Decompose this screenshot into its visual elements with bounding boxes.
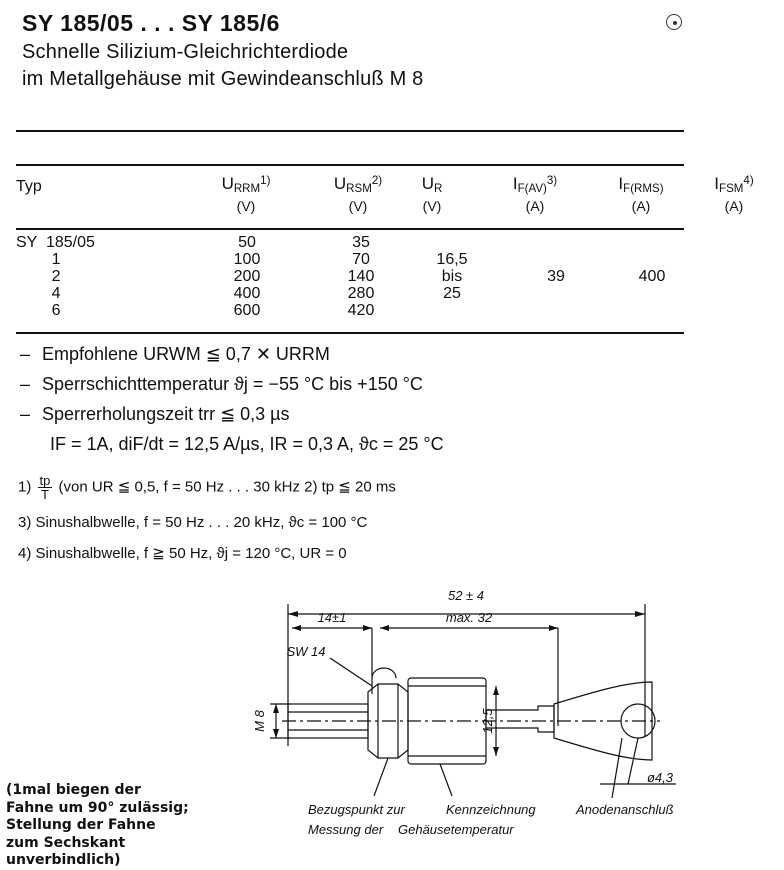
- footnote-text: Sinushalbwelle, f ≧ 50 Hz, ϑj = 120 °C, UR = 0: [35, 545, 347, 562]
- subtitle-line-1: Schnelle Silizium-Gleichrichterdiode: [22, 41, 349, 63]
- cell-urrm: 600: [233, 302, 261, 319]
- column-header-ur: $U_R$ (V): [421, 174, 443, 215]
- parameter-table-header: [16, 168, 754, 224]
- subtitle-line-2: im Metallgehäuse mit Gewindeanschluß M 8: [22, 68, 424, 90]
- column-header-ursm: $U_{RSM}^{2)}$ (V): [333, 174, 383, 215]
- note-text: Empfohlene URWM ≦ 0,7 ✕ URRM: [42, 344, 330, 364]
- note-text: Sperrerholungszeit trr ≦ 0,3 µs: [42, 404, 290, 424]
- drawing-svg: [0, 586, 700, 864]
- cell-ifav: bis: [441, 268, 463, 285]
- cell-typ: 1: [16, 251, 61, 268]
- note-text: Sperrschichttemperatur ϑj = −55 °C bis +150 °C: [42, 374, 423, 394]
- callout-marking-line1: Kennzeichnung: [446, 802, 536, 817]
- cell-typ: SY 185/05: [16, 234, 95, 251]
- title-block: [22, 10, 622, 91]
- footnote-item: [18, 474, 682, 501]
- fraction-numerator: tp: [39, 473, 51, 488]
- callout-marking-line2: Gehäusetemperatur: [398, 822, 514, 837]
- dim-body-diameter: 12,5: [480, 708, 495, 734]
- callout-reference-point-line1: Bezugspunkt zur: [308, 802, 405, 817]
- divider-table-bottom: [16, 332, 684, 334]
- column-header-ifsm: $I_{FSM}^{4)}$ (A): [714, 174, 754, 215]
- mechanical-drawing: [0, 586, 700, 864]
- note-item: [20, 344, 680, 365]
- table-row: [16, 268, 684, 285]
- dim-wrench-size: SW 14: [286, 644, 326, 659]
- cell-urrm: 50: [238, 234, 256, 251]
- table-row: [16, 302, 684, 319]
- column-header-ifrms: $I_{F(RMS)}$ (A): [618, 174, 664, 215]
- cell-ur: 420: [347, 302, 375, 319]
- footnote-marker: 1): [18, 478, 32, 496]
- dim-overall-length: 52 ± 4: [447, 588, 485, 603]
- cell-ifav: 16,5: [436, 251, 468, 268]
- cell-urrm: 200: [233, 268, 261, 285]
- cell-typ: 6: [16, 302, 61, 319]
- note-item: [50, 434, 680, 455]
- divider-header: [16, 164, 684, 166]
- cell-urrm: 400: [233, 285, 261, 302]
- cell-typ: 2: [16, 268, 61, 285]
- footnote-item: [18, 514, 682, 531]
- note-text: IF = 1A, diF/dt = 12,5 A/µs, IR = 0,3 A, ϑc = 25 °C: [50, 434, 444, 454]
- cell-ur: 70: [352, 251, 370, 268]
- footnote-text: (von UR ≦ 0,5, f = 50 Hz . . . 30 kHz 2) tp ≦ 20 ms: [58, 478, 396, 496]
- cell-urrm: 100: [233, 251, 261, 268]
- table-row: [16, 285, 684, 302]
- table-row: [16, 234, 684, 251]
- fraction-denominator: T: [40, 487, 49, 502]
- cell-ur: 280: [347, 285, 375, 302]
- footnote-item: [18, 544, 682, 562]
- table-row: [16, 251, 684, 268]
- column-header-urrm: $U_{RRM}^{1)}$ (V): [221, 174, 271, 215]
- note-item: [20, 374, 680, 395]
- footnote-text: Sinushalbwelle, f = 50 Hz . . . 20 kHz, ϑc = 100 °C: [35, 514, 368, 531]
- footnote-marker: 3): [18, 514, 32, 531]
- cell-ifsm: 400: [638, 268, 666, 285]
- dim-hole-diameter: ø4,3: [646, 770, 674, 785]
- specification-notes: [20, 344, 680, 464]
- column-header-ifav: $I_{F(AV)}^{3)}$ (A): [512, 174, 558, 215]
- callout-anode-connection: Anodenanschluß: [576, 802, 674, 817]
- cell-ifrms: 39: [547, 268, 565, 285]
- note-item: [20, 404, 680, 425]
- dash-bullet-icon: –: [20, 404, 31, 424]
- registration-dot-icon: [666, 14, 682, 30]
- column-header-typ: Typ: [16, 178, 42, 195]
- parameter-table-body: [16, 234, 684, 319]
- divider-table-head: [16, 228, 684, 230]
- dim-max-length: max. 32: [445, 610, 493, 625]
- cell-ur: 140: [347, 268, 375, 285]
- divider-top: [16, 130, 684, 132]
- dash-bullet-icon: –: [20, 374, 31, 394]
- dim-thread-length: 14±1: [317, 610, 347, 625]
- page-title: SY 185/05 . . . SY 185/6: [22, 10, 280, 36]
- cell-ur: 35: [352, 234, 370, 251]
- bending-note: (1mal biegen der Fahne um 90° zulässig; Stellung der Fahne zum Sechskant unverbindlich): [6, 782, 189, 868]
- footnotes: [18, 474, 682, 575]
- dash-bullet-icon: –: [20, 344, 31, 364]
- footnote-marker: 4): [18, 545, 32, 562]
- cell-typ: 4: [16, 285, 61, 302]
- cell-ifav: 25: [443, 285, 461, 302]
- callout-reference-point-line2: Messung der: [308, 822, 384, 837]
- dim-thread: M 8: [252, 710, 267, 732]
- fraction-tp-over-t: [38, 474, 53, 501]
